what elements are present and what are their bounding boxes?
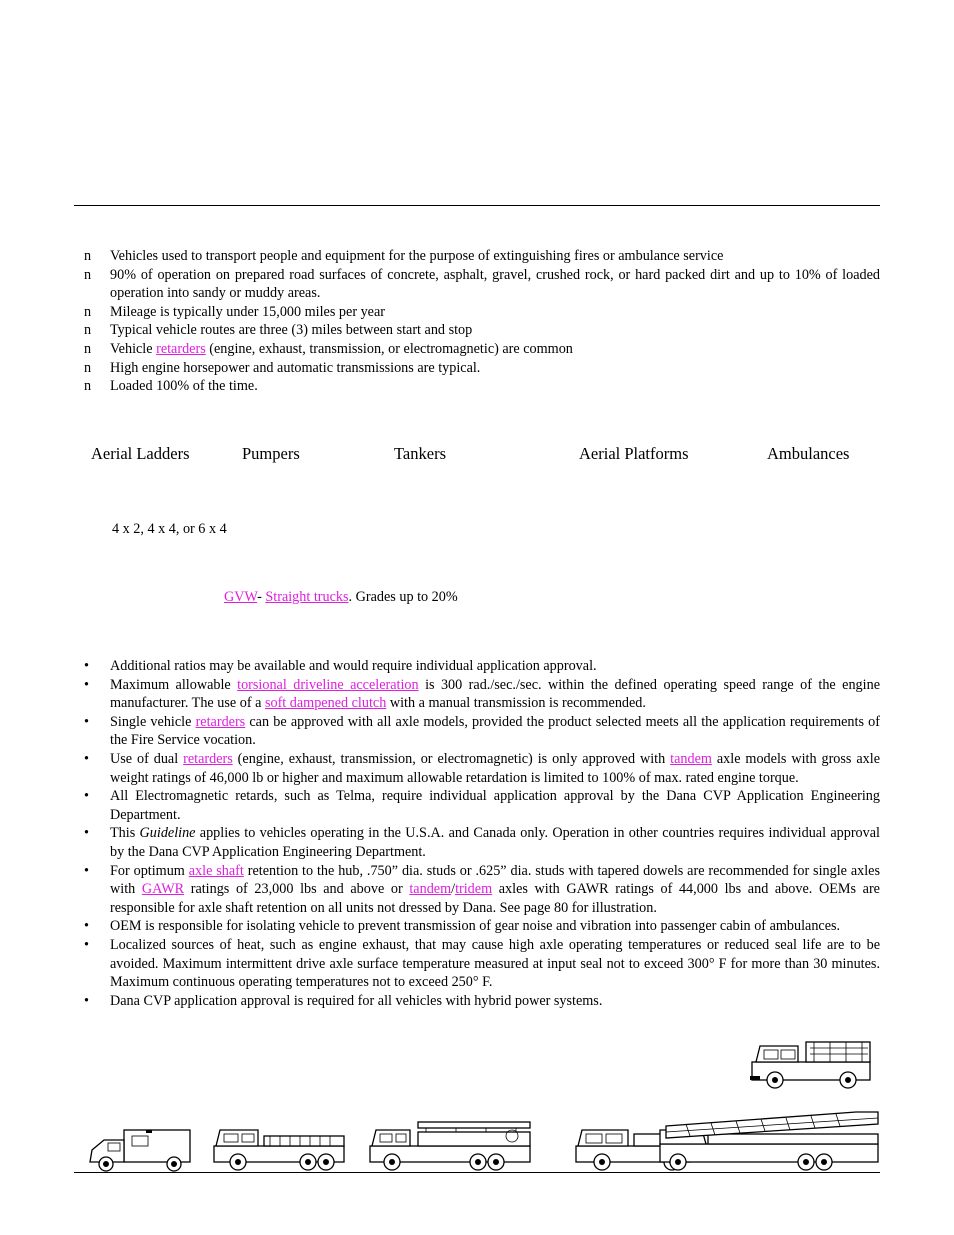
list-item <box>84 359 880 378</box>
list-item <box>84 676 880 713</box>
link-axle-shaft[interactable]: axle shaft <box>188 862 244 879</box>
list-item <box>84 992 880 1011</box>
text-run: ratings of 23,000 lbs and above or <box>184 881 410 898</box>
list-item <box>84 862 880 918</box>
text-run: is 300 rad./sec./sec. within the defined operating speed range of the engine manufacturer. The use of a <box>110 676 880 712</box>
vehicle-type-tankers: Tankers <box>394 444 446 463</box>
list-item-text <box>110 677 880 712</box>
bullet-marker: n <box>84 378 92 395</box>
text-run: Vehicle <box>110 340 157 357</box>
list-item-text <box>110 267 880 302</box>
text-run: Maximum allowable <box>110 676 238 693</box>
bullet-marker: n <box>84 248 92 264</box>
list-item <box>84 303 880 322</box>
list-item-text <box>110 751 880 786</box>
link-tandem[interactable]: tandem <box>670 750 712 767</box>
list-item-text <box>110 248 723 264</box>
bottom-rule <box>74 1172 880 1173</box>
list-item-text <box>110 360 480 376</box>
list-item-text <box>110 918 840 934</box>
text-run: Additional ratios may be available and would require individual application approval. <box>110 658 597 674</box>
bullet-marker: • <box>84 750 89 767</box>
list-item <box>84 936 880 992</box>
gvw-line <box>224 588 458 607</box>
bullet-marker: • <box>84 658 89 674</box>
list-item-text <box>110 714 880 749</box>
link-retarders[interactable]: retarders <box>183 750 233 767</box>
text-run: . Grades up to 20% <box>348 589 458 605</box>
bullet-marker: n <box>84 322 92 339</box>
link-retarders[interactable]: retarders <box>195 713 246 730</box>
bullet-marker: n <box>84 266 92 283</box>
list-item-text <box>110 322 472 338</box>
text-run: Single vehicle <box>110 713 196 730</box>
text-run: Use of dual <box>110 750 184 767</box>
list-item <box>84 266 880 303</box>
pumper-icon <box>210 1124 348 1174</box>
link-gawr[interactable]: GAWR <box>141 881 185 898</box>
link-straight-trucks[interactable]: Straight trucks <box>265 589 349 605</box>
text-run: All Electromagnetic retards, such as Telma, require individual application approval by the Dana CVP Application Engineering Department. <box>110 788 880 823</box>
pumper-truck-icon <box>748 1040 874 1090</box>
vehicle-type-ambulances: Ambulances <box>767 444 850 463</box>
bullet-marker: • <box>84 936 89 953</box>
text-run: retention to the hub, .750” dia. studs or .625” dia. studs with tapered dowels are recommended for single axles with <box>110 862 880 898</box>
vehicle-type-aerial-ladders: Aerial Ladders <box>91 444 190 463</box>
ambulance-icon <box>86 1126 194 1174</box>
text-run: OEM is responsible for isolating vehicle to prevent transmission of gear noise and vibration into passenger cabin of ambulances. <box>110 918 841 935</box>
list-item-text <box>110 341 573 357</box>
text-run: Mileage is typically under 15,000 miles per year <box>110 303 386 320</box>
list-item <box>84 713 880 750</box>
bullet-marker: • <box>84 788 89 805</box>
list-item-text <box>110 937 880 990</box>
list-item-text <box>110 863 880 916</box>
text-run: applies to vehicles operating in the U.S.A. and Canada only. Operation in other countries requires individual approval by the Dana CVP Application Engineering Department. <box>110 825 880 860</box>
text-run: (engine, exhaust, transmission, or electromagnetic) are common <box>205 340 573 357</box>
italic-text: Guideline <box>139 825 196 842</box>
bullet-marker: • <box>84 713 89 730</box>
text-run: 90% of operation on prepared road surfaces of concrete, asphalt, gravel, crushed rock, or hard packed dirt and up to 10% of loaded operation into sandy or muddy areas. <box>110 266 880 302</box>
aerial-ladder-icon <box>656 1108 882 1174</box>
text-run: High engine horsepower and automatic transmissions are typical. <box>110 359 481 376</box>
list-item-text <box>110 304 385 320</box>
top-rule <box>74 205 880 206</box>
list-item-text <box>110 825 880 860</box>
text-run: Localized sources of heat, such as engine exhaust, that may cause high axle operating temperatures or reduced seal life are to be avoided. Maximum intermittent drive axle surface temperature measured at input seal not to exceed 300° F for more than 30 minutes. Maximum continuous operating temperatures not to exceed 250° F. <box>110 936 880 991</box>
text-run: / <box>451 881 456 898</box>
bullet-marker: n <box>84 340 92 357</box>
list-item <box>84 247 880 266</box>
text-run: (engine, exhaust, transmission, or electromagnetic) is only approved with <box>232 750 671 767</box>
bullet-marker: • <box>84 862 89 879</box>
text-run: For optimum <box>110 862 189 879</box>
bullet-marker: • <box>84 676 89 693</box>
text-run: This <box>110 825 140 842</box>
text-run: axles with GAWR ratings of 44,000 lbs and above. OEMs are responsible for axle shaft retention on all units not dressed by Dana. See page 80 for illustration. <box>110 881 880 916</box>
bullet-marker: • <box>84 918 89 935</box>
tanker-icon <box>366 1118 534 1174</box>
list-item-text <box>110 658 597 674</box>
vehicle-type-aerial-platforms: Aerial Platforms <box>579 444 689 463</box>
text-run: - <box>257 589 266 605</box>
bullet-marker: • <box>84 825 89 842</box>
link-retarders[interactable]: retarders <box>156 340 206 357</box>
bullet-marker: n <box>84 359 92 376</box>
list-item-text <box>110 993 602 1009</box>
vocation-list <box>84 247 880 396</box>
list-item <box>84 340 880 359</box>
link-gvw[interactable]: GVW <box>224 589 258 605</box>
list-item-text <box>110 788 880 823</box>
bullet-marker: n <box>84 303 92 320</box>
list-item <box>84 917 880 936</box>
link-tandem[interactable]: tandem <box>409 881 452 898</box>
text-run: Typical vehicle routes are three (3) miles between start and stop <box>110 322 473 339</box>
list-item-text <box>110 378 258 394</box>
bullet-marker: • <box>84 992 89 1009</box>
notes-list <box>84 657 880 1010</box>
list-item <box>84 377 880 396</box>
text-run: Dana CVP application approval is required for all vehicles with hybrid power systems. <box>110 992 603 1009</box>
link-soft-dampened-clutch[interactable]: soft dampened clutch <box>264 695 387 712</box>
link-tridem[interactable]: tridem <box>455 881 493 898</box>
list-item <box>84 787 880 824</box>
drive-configuration: 4 x 2, 4 x 4, or 6 x 4 <box>112 521 227 537</box>
list-item <box>84 750 880 787</box>
text-run: Vehicles used to transport people and equipment for the purpose of extinguishing fires or ambulance service <box>110 248 724 264</box>
link-torsional-driveline-acceleration[interactable]: torsional driveline acceleration <box>237 676 419 693</box>
list-item <box>84 321 880 340</box>
text-run: Loaded 100% of the time. <box>110 378 258 395</box>
text-run: axle models with gross axle weight ratings of 46,000 lb or higher and maximum allowable retardation is limited to 100% of max. rated engine torque. <box>110 750 881 786</box>
list-item <box>84 824 880 861</box>
list-item <box>84 657 880 676</box>
vehicle-type-pumpers: Pumpers <box>242 444 300 463</box>
text-run: with a manual transmission is recommended. <box>386 695 646 712</box>
text-run: can be approved with all axle models, provided the product selected meets all the application requirements of the Fire Service vocation. <box>110 713 880 749</box>
